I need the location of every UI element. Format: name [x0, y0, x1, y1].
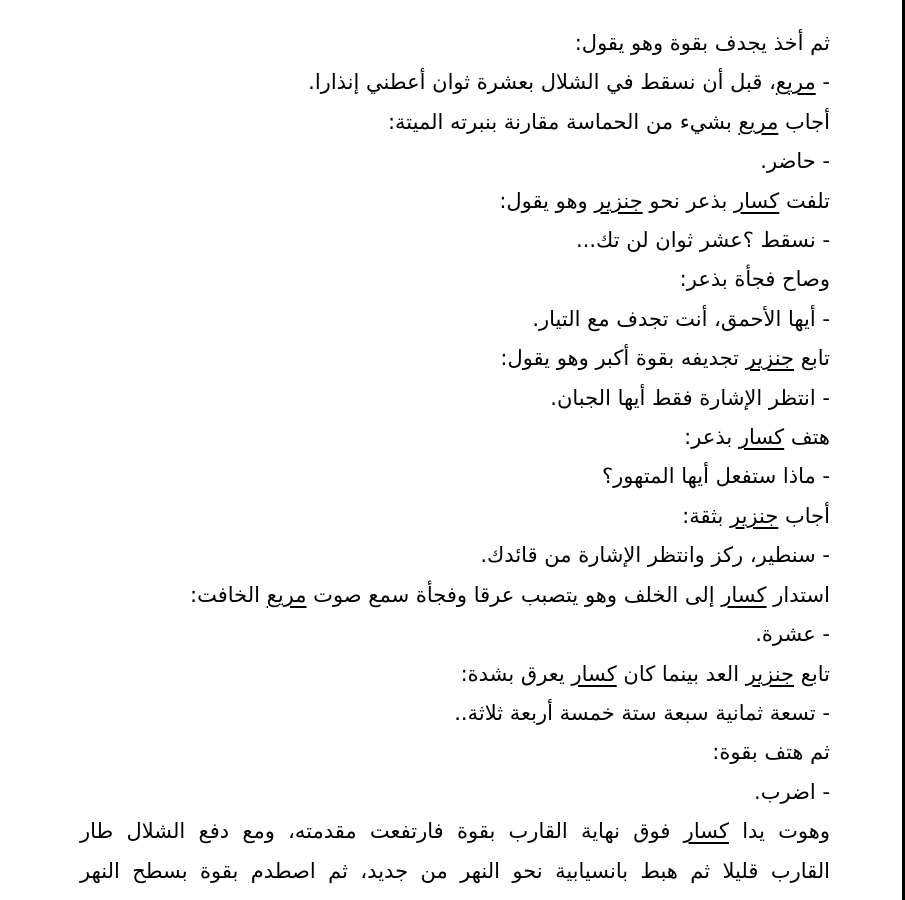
text-segment: استدار: [766, 582, 830, 607]
text-line: [80, 221, 830, 260]
text-segment: أجاب: [778, 503, 830, 528]
character-name: جنزير: [745, 346, 795, 371]
character-name: كسار: [738, 425, 785, 450]
text-segment: يعرق بشدة:: [460, 661, 572, 686]
text-line: [80, 852, 830, 891]
text-line: [80, 536, 830, 575]
character-name: جنزير: [594, 188, 643, 213]
character-name: كسار: [683, 819, 729, 844]
text-segment: الخافت:: [190, 582, 267, 607]
text-segment: بشيء من الحماسة مقارنة بنبرته الميتة:: [387, 109, 739, 134]
character-name: مريع: [266, 582, 307, 607]
text-line: [80, 339, 830, 378]
text-segment: القارب قليلا ثم هبط بانسيابية نحو النهر من جديد، ثم اصطدم بقوة بسطح النهر: [80, 858, 830, 883]
text-segment: - ماذا ستفعل أيها المتهور؟: [602, 464, 830, 489]
character-name: كسار: [571, 661, 617, 686]
text-segment: تلفت: [779, 188, 830, 213]
text-segment: - حاضر.: [760, 149, 830, 174]
text-segment: وهوت يدا: [728, 819, 830, 844]
text-segment: بثقة:: [682, 503, 730, 528]
text-segment: أجاب: [778, 109, 830, 134]
text-segment: تابع: [794, 346, 830, 371]
text-segment: - نسقط ؟عشر ثوان لن تك...: [576, 228, 830, 253]
text-segment: - انتظر الإشارة فقط أيها الجبان.: [550, 385, 830, 410]
text-line: [80, 457, 830, 496]
text-line: [80, 576, 830, 615]
text-segment: ثم أخذ يجدف بقوة وهو يقول:: [574, 31, 830, 55]
text-line: [80, 812, 830, 851]
character-name: جنزير: [729, 503, 779, 528]
text-segment: وهو يقول:: [499, 188, 595, 213]
text-line: [80, 103, 830, 142]
text-line: [80, 260, 830, 299]
text-segment: - اضرب.: [754, 779, 830, 804]
text-line: [80, 63, 830, 102]
text-segment: - سنطير، ركز وانتظر الإشارة من قائدك.: [480, 543, 830, 568]
text-segment: هتف: [784, 425, 830, 450]
character-name: مريع: [775, 70, 816, 95]
text-line: [80, 418, 830, 457]
character-name: كسار: [721, 582, 767, 607]
text-line: [80, 142, 830, 181]
text-line: [80, 694, 830, 733]
text-segment: - أيها الأحمق، أنت تجدف مع التيار.: [532, 306, 830, 331]
character-name: جنزير: [745, 661, 795, 686]
text-line: [80, 300, 830, 339]
character-name: مريع: [738, 109, 779, 134]
text-segment: تجديفه بقوة أكبر وهو يقول:: [500, 346, 746, 371]
text-segment: فوق نهاية القارب بقوة فارتفعت مقدمته، ومع دفع الشلال طار: [80, 819, 684, 844]
text-line: [80, 24, 830, 63]
character-name: كسار: [734, 188, 780, 213]
text-line: [80, 773, 830, 812]
text-segment: بذعر نحو: [642, 188, 734, 213]
text-segment: العد بينما كان: [616, 661, 746, 686]
text-line: [80, 379, 830, 418]
text-segment: بذعر:: [684, 425, 739, 450]
text-line: [80, 615, 830, 654]
text-segment: - عشرة.: [755, 622, 830, 647]
text-line: [80, 733, 830, 772]
text-segment: إلى الخلف وهو يتصبب عرقا وفجأة سمع صوت: [306, 582, 722, 607]
text-segment: -: [815, 70, 830, 95]
text-line: [80, 182, 830, 221]
text-segment: ثم هتف بقوة:: [712, 740, 830, 765]
text-segment: تابع: [794, 661, 830, 686]
story-text: [80, 24, 830, 891]
text-segment: - تسعة ثمانية سبعة ستة خمسة أربعة ثلاثة..: [454, 700, 830, 725]
text-segment: وصاح فجأة بذعر:: [679, 267, 830, 292]
text-segment: ، قبل أن نسقط في الشلال بعشرة ثوان أعطني إنذارا.: [308, 70, 776, 95]
text-line: [80, 655, 830, 694]
text-line: [80, 497, 830, 536]
